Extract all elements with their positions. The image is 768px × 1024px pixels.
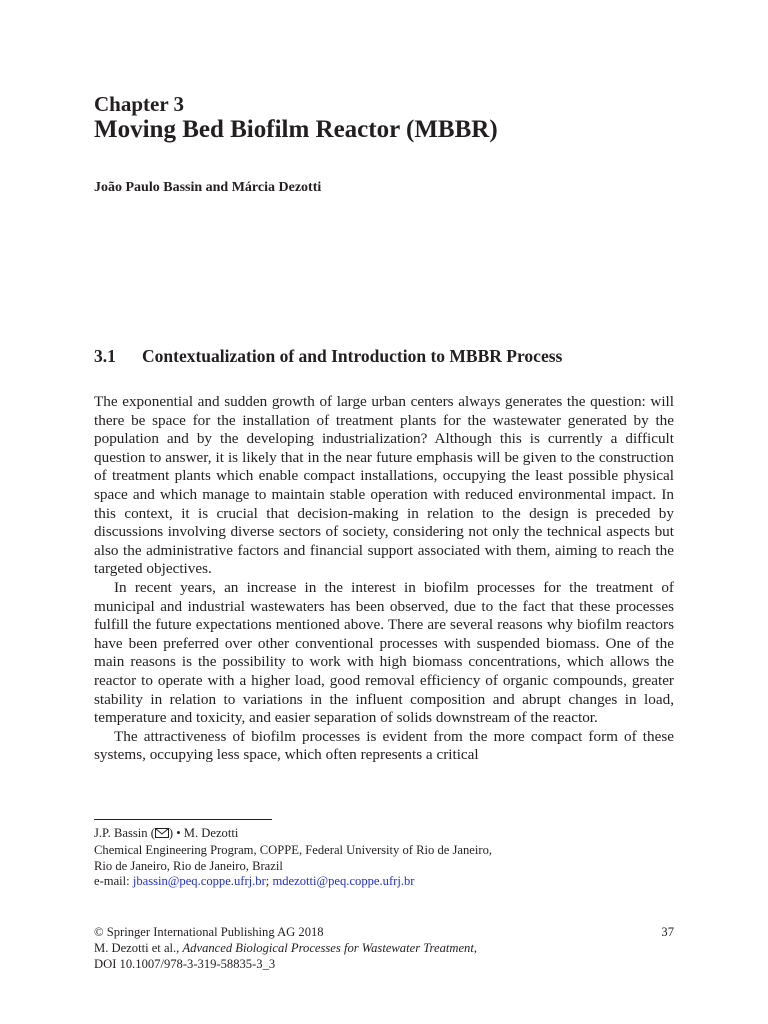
email-link-dezotti[interactable]: mdezotti@peq.coppe.ufrj.br [272,874,415,889]
publication-info [94,925,674,972]
section-heading [94,346,562,367]
paragraph: The attractiveness of biofilm processes is evident from the more compact form of these systems, occupying less space, which often represents a critical [94,727,674,764]
footnote-rule [94,819,272,820]
section-number: 3.1 [94,346,116,366]
footnote-emails: e-mail: jbassin@peq.coppe.ufrj.br; mdezotti@peq.coppe.ufrj.br [94,874,415,889]
doi: DOI 10.1007/978-3-319-58835-3_3 [94,956,276,971]
paragraph: In recent years, an increase in the interest in biofilm processes for the treatment of municipal and industrial wastewaters has been observed, due to the fact that these processes fulfill the future expectations mentioned above. There are several reasons why biofilm reactors have been preferred over other conventional processes with suspended biomass. One of the main reasons is the possibility to work with high biomass concentrations, which allows the reactor to operate with a higher load, good removal efficiency of organic compounds, greater stability in relation to variations in the influent composition and abrupt changes in load, temperature and toxicity, and easier separation of solids downstream of the reactor. [94,578,674,727]
footnote-authors: J.P. Bassin ( ) • M. Dezotti [94,826,674,843]
author-footnote [94,826,674,890]
footnote-affiliation: Chemical Engineering Program, COPPE, Federal University of Rio de Janeiro, [94,842,493,857]
chapter-label: Chapter 3 [94,92,185,116]
page-number: 37 [661,925,674,939]
section-title: Contextualization of and Introduction to MBBR Process [142,346,563,366]
body-text [94,393,674,765]
book-title: Advanced Biological Processes for Wastewater Treatment [182,940,474,955]
envelope-icon[interactable] [155,827,169,843]
citation: M. Dezotti et al., Advanced Biological Processes for Wastewater Treatment, [94,940,478,955]
chapter-title: Moving Bed Biofilm Reactor (MBBR) [94,116,498,143]
chapter-authors: João Paulo Bassin and Márcia Dezotti [94,180,322,195]
footnote-affiliation-city: Rio de Janeiro, Rio de Janeiro, Brazil [94,858,283,873]
copyright: © Springer International Publishing AG 2018 [94,925,324,939]
email-link-bassin[interactable]: jbassin@peq.coppe.ufrj.br [132,874,266,889]
paragraph: The exponential and sudden growth of large urban centers always generates the question: will there be space for the installation of treatment plants for the wastewater generated by the population and by the developing industrialization? Although this is currently a difficult question to answer, it is likely that in the near future emphasis will be given to the construction of treatment plants which enable compact installations, occupying the least possible physical space and which manage to maintain stable operation with reduced environmental impact. In this context, it is crucial that decision-making in relation to the design is preceded by discussions involving diverse sectors of society, considering not only the technical aspects but also the administrative factors and financial support associated with them, aiming to reach the targeted objectives. [94,393,674,578]
